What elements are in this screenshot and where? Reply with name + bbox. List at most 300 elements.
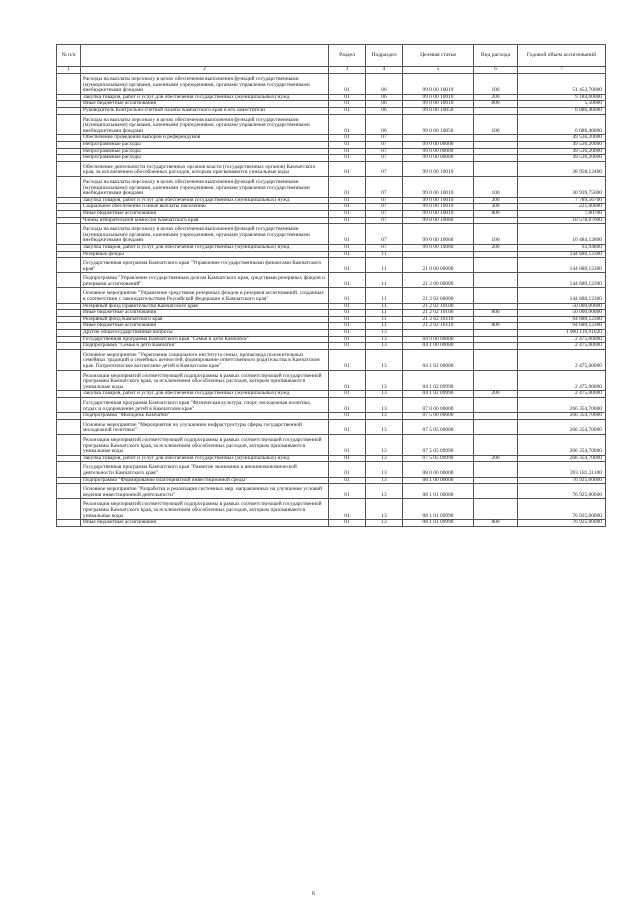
column-number: 3 <box>329 67 366 74</box>
row-podrazdel-cell: 07 <box>366 197 403 204</box>
row-podrazdel-cell: 07 <box>366 217 403 224</box>
row-amount-cell: 2 475,00000 <box>518 370 606 391</box>
table-row <box>57 477 606 484</box>
row-podrazdel-cell: 13 <box>366 499 403 520</box>
row-number-cell <box>57 391 81 398</box>
row-expense-type-cell <box>474 462 518 477</box>
row-expense-type-cell: 100 <box>474 114 518 135</box>
row-podrazdel-cell: 11 <box>366 251 403 258</box>
row-amount-cell: 221,00000 <box>518 204 606 211</box>
row-podrazdel-cell: 07 <box>366 141 403 148</box>
table-row <box>57 251 606 258</box>
row-podrazdel-cell: 07 <box>366 204 403 211</box>
row-razdel-cell: 01 <box>329 419 366 434</box>
row-name-cell: Иные бюджетные ассигнования <box>81 210 329 217</box>
row-name-cell: Резервные фонды <box>81 251 329 258</box>
row-number-cell <box>57 462 81 477</box>
row-razdel-cell: 01 <box>329 251 366 258</box>
row-expense-type-cell: 200 <box>474 391 518 398</box>
row-podrazdel-cell: 11 <box>366 258 403 273</box>
row-razdel-cell: 01 <box>329 217 366 224</box>
row-amount-cell: 38 958,12400 <box>518 161 606 176</box>
column-number: 2 <box>81 67 329 74</box>
row-name-cell: Закупка товаров, работ и услуг для обеспечения государственных (муниципальных) нужд <box>81 391 329 398</box>
row-amount-cell: 5,50000 <box>518 101 606 108</box>
row-name-cell: Подпрограмма "Молодежь Камчатки" <box>81 413 329 420</box>
row-number-cell <box>57 310 81 317</box>
row-podrazdel-cell: 06 <box>366 114 403 135</box>
row-number-cell <box>57 477 81 484</box>
row-amount-cell: 49 536,20000 <box>518 155 606 162</box>
row-name-cell: Расходы на выплаты персоналу в целях обеспечения выполнения функций государственными (муниципальными) органами, казенными учреждениями, органами управления государственными внебюджетными фондами <box>81 74 329 95</box>
table-row <box>57 434 606 455</box>
row-podrazdel-cell: 13 <box>366 343 403 350</box>
row-target-article-cell: 99 0 00 10010 <box>403 176 474 197</box>
row-expense-type-cell: 100 <box>474 74 518 95</box>
table-row <box>57 520 606 527</box>
row-expense-type-cell <box>474 251 518 258</box>
row-podrazdel-cell: 06 <box>366 107 403 114</box>
row-number-cell <box>57 419 81 434</box>
row-razdel-cell: 01 <box>329 349 366 370</box>
row-amount-cell: 266 354,70000 <box>518 455 606 462</box>
row-expense-type-cell <box>474 161 518 176</box>
row-expense-type-cell <box>474 398 518 413</box>
row-razdel-cell: 01 <box>329 323 366 330</box>
row-razdel-cell: 01 <box>329 135 366 142</box>
row-podrazdel-cell: 13 <box>366 419 403 434</box>
row-expense-type-cell: 200 <box>474 455 518 462</box>
table-row <box>57 413 606 420</box>
row-number-cell <box>57 101 81 108</box>
row-target-article-cell: 04 1 02 00000 <box>403 349 474 370</box>
row-target-article-cell <box>403 251 474 258</box>
row-target-article-cell: 99 0 00 00000 <box>403 155 474 162</box>
row-number-cell <box>57 197 81 204</box>
row-expense-type-cell <box>474 135 518 142</box>
table-row <box>57 349 606 370</box>
row-amount-cell: 94 680,12300 <box>518 316 606 323</box>
row-podrazdel-cell: 07 <box>366 148 403 155</box>
row-number-cell <box>57 520 81 527</box>
row-expense-type-cell <box>474 107 518 114</box>
row-name-cell: Члены избирательной комиссии Камчатского края <box>81 217 329 224</box>
row-number-cell <box>57 74 81 95</box>
row-razdel-cell: 01 <box>329 288 366 303</box>
row-expense-type-cell <box>474 336 518 343</box>
row-target-article-cell: 04 1 00 00000 <box>403 343 474 350</box>
row-target-article-cell: 21 0 00 00000 <box>403 258 474 273</box>
row-podrazdel-cell: 11 <box>366 273 403 288</box>
row-amount-cell: 144 680,12300 <box>518 288 606 303</box>
row-podrazdel-cell: 11 <box>366 288 403 303</box>
row-number-cell <box>57 288 81 303</box>
budget-table <box>56 44 606 527</box>
row-razdel-cell: 01 <box>329 499 366 520</box>
table-row <box>57 258 606 273</box>
row-target-article-cell: 04 1 02 09990 <box>403 391 474 398</box>
row-expense-type-cell: 800 <box>474 210 518 217</box>
table-row <box>57 462 606 477</box>
table-row <box>57 107 606 114</box>
row-podrazdel-cell: 07 <box>366 224 403 245</box>
row-number-cell <box>57 398 81 413</box>
row-amount-cell: 266 354,70000 <box>518 413 606 420</box>
header-target-article: Целевая статья <box>403 45 474 67</box>
table-row <box>57 343 606 350</box>
row-expense-type-cell: 800 <box>474 101 518 108</box>
row-expense-type-cell <box>474 330 518 337</box>
table-row <box>57 155 606 162</box>
row-podrazdel-cell: 06 <box>366 74 403 95</box>
row-target-article-cell: 07 5 05 00000 <box>403 419 474 434</box>
row-amount-cell: 30 939,75000 <box>518 176 606 197</box>
row-razdel-cell: 01 <box>329 484 366 499</box>
row-podrazdel-cell: 13 <box>366 455 403 462</box>
row-amount-cell: 93,94800 <box>518 244 606 251</box>
row-podrazdel-cell: 11 <box>366 316 403 323</box>
row-razdel-cell: 01 <box>329 316 366 323</box>
row-name-cell: Непрограммные расходы <box>81 141 329 148</box>
table-row <box>57 455 606 462</box>
row-podrazdel-cell: 07 <box>366 161 403 176</box>
row-target-article-cell: 21 2 02 10110 <box>403 316 474 323</box>
row-number-cell <box>57 343 81 350</box>
row-target-article-cell: 07 0 00 00000 <box>403 398 474 413</box>
row-amount-cell: 51 452,70000 <box>518 74 606 95</box>
row-podrazdel-cell: 13 <box>366 434 403 455</box>
row-razdel-cell: 01 <box>329 107 366 114</box>
row-podrazdel-cell: 07 <box>366 176 403 197</box>
row-amount-cell: 7,80700 <box>518 210 606 217</box>
row-razdel-cell: 01 <box>329 197 366 204</box>
row-razdel-cell: 01 <box>329 176 366 197</box>
row-razdel-cell: 01 <box>329 141 366 148</box>
row-amount-cell: 266 354,70000 <box>518 419 606 434</box>
row-number-cell <box>57 114 81 135</box>
row-target-article-cell: 99 0 00 10010 <box>403 101 474 108</box>
row-target-article-cell: 21 2 02 10100 <box>403 310 474 317</box>
row-target-article-cell: 21 2 02 10110 <box>403 323 474 330</box>
row-expense-type-cell <box>474 370 518 391</box>
row-amount-cell: 144 680,12300 <box>518 273 606 288</box>
row-name-cell: Другие общегосударственные вопросы <box>81 330 329 337</box>
row-amount-cell: 50 000,00000 <box>518 310 606 317</box>
header-podrazdel: Подраздел <box>366 45 403 67</box>
row-number-cell <box>57 161 81 176</box>
row-razdel-cell: 01 <box>329 101 366 108</box>
row-amount-cell: 266 354,70000 <box>518 398 606 413</box>
row-number-cell <box>57 499 81 520</box>
row-expense-type-cell: 800 <box>474 323 518 330</box>
row-podrazdel-cell: 07 <box>366 155 403 162</box>
column-numbers-row <box>57 67 606 74</box>
row-expense-type-cell <box>474 288 518 303</box>
row-name-cell: Обеспечение деятельности государственных органов власти (государственных органов) Камчатского края, за исключением обособленных расходов, которым присваиваются уникальные коды <box>81 161 329 176</box>
row-number-cell <box>57 484 81 499</box>
row-number-cell <box>57 251 81 258</box>
row-name-cell: Расходы на выплаты персоналу в целях обеспечения выполнения функций государственными (муниципальными) органами, казенными учреждениями, органами управления государственными внебюджетными фондами <box>81 176 329 197</box>
row-number-cell <box>57 434 81 455</box>
row-target-article-cell: 99 0 00 10010 <box>403 74 474 95</box>
table-row <box>57 391 606 398</box>
row-expense-type-cell: 200 <box>474 244 518 251</box>
row-name-cell: Государственная программа Камчатского края "Физическая культура, спорт, молодежная политика, отдых и оздоровление детей в Камчатском крае" <box>81 398 329 413</box>
row-amount-cell: 2 475,00000 <box>518 391 606 398</box>
row-name-cell: Основное мероприятие "Разработка и реализация системных мер, направленных на улучшение условий ведения инвестиционной деятельности" <box>81 484 329 499</box>
row-amount-cell: 76 925,00000 <box>518 484 606 499</box>
row-amount-cell: 1 900 116,91620 <box>518 330 606 337</box>
row-razdel-cell: 01 <box>329 330 366 337</box>
row-expense-type-cell <box>474 349 518 370</box>
row-expense-type-cell: 800 <box>474 310 518 317</box>
row-expense-type-cell <box>474 413 518 420</box>
row-expense-type-cell <box>474 217 518 224</box>
row-amount-cell: 49 536,20000 <box>518 141 606 148</box>
row-name-cell: Закупка товаров, работ и услуг для обеспечения государственных (муниципальных) нужд <box>81 455 329 462</box>
row-razdel-cell: 01 <box>329 391 366 398</box>
row-amount-cell: 144 680,12300 <box>518 251 606 258</box>
row-target-article-cell: 04 1 02 09990 <box>403 370 474 391</box>
row-podrazdel-cell: 13 <box>366 370 403 391</box>
row-expense-type-cell <box>474 148 518 155</box>
row-name-cell: Резервный фонд Правительства Камчатского края <box>81 303 329 310</box>
row-number-cell <box>57 323 81 330</box>
row-target-article-cell: 99 0 00 10050 <box>403 114 474 135</box>
table-row <box>57 74 606 95</box>
row-razdel-cell: 01 <box>329 477 366 484</box>
row-target-article-cell: 99 0 00 10010 <box>403 204 474 211</box>
row-target-article-cell: 07 5 05 09990 <box>403 434 474 455</box>
row-amount-cell: 76 925,00000 <box>518 499 606 520</box>
row-razdel-cell: 01 <box>329 273 366 288</box>
row-razdel-cell: 01 <box>329 310 366 317</box>
row-podrazdel-cell: 13 <box>366 349 403 370</box>
row-amount-cell: 76 925,00000 <box>518 477 606 484</box>
row-name-cell: Непрограммные расходы <box>81 148 329 155</box>
row-name-cell: Государственная программа Камчатского края "Развитие экономики и внешнеэкономической деятельности Камчатского края" <box>81 462 329 477</box>
row-expense-type-cell <box>474 419 518 434</box>
row-number-cell <box>57 349 81 370</box>
row-number-cell <box>57 316 81 323</box>
column-number: 6 <box>474 67 518 74</box>
row-target-article-cell: 08 1 00 00000 <box>403 477 474 484</box>
header-annual-amount: Годовой объем ассигнований <box>518 45 606 67</box>
column-number: 5 <box>403 67 474 74</box>
row-number-cell <box>57 258 81 273</box>
row-amount-cell: 6 086,40000 <box>518 114 606 135</box>
row-razdel-cell: 01 <box>329 155 366 162</box>
row-name-cell: Подпрограмма "Семья и дети Камчатки" <box>81 343 329 350</box>
row-number-cell <box>57 303 81 310</box>
table-row <box>57 288 606 303</box>
row-target-article-cell: 99 0 00 10010 <box>403 94 474 101</box>
row-target-article-cell: 08 1 01 09990 <box>403 520 474 527</box>
row-target-article-cell: 08 1 01 00000 <box>403 484 474 499</box>
row-target-article-cell: 99 0 00 00000 <box>403 141 474 148</box>
row-expense-type-cell <box>474 434 518 455</box>
row-amount-cell: 9 184,00000 <box>518 94 606 101</box>
row-target-article-cell: 21 2 02 00000 <box>403 288 474 303</box>
row-number-cell <box>57 135 81 142</box>
row-name-cell: Государственная программа Камчатского края "Управление государственными финансами Камчатского края" <box>81 258 329 273</box>
row-podrazdel-cell: 13 <box>366 462 403 477</box>
row-name-cell: Закупка товаров, работ и услуг для обеспечения государственных (муниципальных) нужд <box>81 197 329 204</box>
table-row <box>57 499 606 520</box>
row-podrazdel-cell: 11 <box>366 323 403 330</box>
row-number-cell <box>57 224 81 245</box>
row-name-cell: Основное мероприятие "Управление средствами резервных фондов и резервов ассигнований, созданных в соответствии с законодательством Российской Федерации и Камчатского края" <box>81 288 329 303</box>
row-target-article-cell: 21 2 02 10100 <box>403 303 474 310</box>
table-row <box>57 114 606 135</box>
row-podrazdel-cell: 13 <box>366 484 403 499</box>
row-podrazdel-cell: 11 <box>366 310 403 317</box>
row-podrazdel-cell: 13 <box>366 520 403 527</box>
header-name <box>81 45 329 67</box>
table-row <box>57 217 606 224</box>
row-podrazdel-cell: 13 <box>366 398 403 413</box>
row-expense-type-cell: 800 <box>474 520 518 527</box>
row-expense-type-cell: 100 <box>474 224 518 245</box>
row-number-cell <box>57 141 81 148</box>
row-amount-cell: 49 536,20000 <box>518 135 606 142</box>
table-row <box>57 224 606 245</box>
row-number-cell <box>57 455 81 462</box>
row-amount-cell: 50 000,00000 <box>518 303 606 310</box>
row-razdel-cell: 01 <box>329 303 366 310</box>
row-amount-cell: 10 578,07600 <box>518 217 606 224</box>
row-razdel-cell: 01 <box>329 462 366 477</box>
row-name-cell: Иные бюджетные ассигнования <box>81 520 329 527</box>
row-name-cell: Подпрограмма "Управление государственным долгом Камчатского края, средствами резервных фондов и резервами ассигнований" <box>81 273 329 288</box>
row-razdel-cell: 01 <box>329 336 366 343</box>
table-body <box>57 67 606 527</box>
row-expense-type-cell: 300 <box>474 204 518 211</box>
row-expense-type-cell <box>474 155 518 162</box>
row-number-cell <box>57 273 81 288</box>
row-number-cell <box>57 217 81 224</box>
row-amount-cell: 76 925,00000 <box>518 520 606 527</box>
row-razdel-cell: 01 <box>329 343 366 350</box>
column-number: 1 <box>57 67 81 74</box>
row-name-cell: Обеспечение проведения выборов и референдумов <box>81 135 329 142</box>
row-razdel-cell: 01 <box>329 204 366 211</box>
row-name-cell: Реализация мероприятий соответствующей подпрограммы в рамках соответствующей государственной программы Камчатского края, за исключением обособленных расходов, которым присваиваются уникальные коды <box>81 370 329 391</box>
row-razdel-cell: 01 <box>329 74 366 95</box>
row-name-cell: Иные бюджетные ассигнования <box>81 310 329 317</box>
row-name-cell: Руководитель Контрольно-счетной палаты Камчатского края и его заместители <box>81 107 329 114</box>
row-amount-cell: 2 475,00000 <box>518 336 606 343</box>
row-target-article-cell: 08 0 00 00000 <box>403 462 474 477</box>
header-razdel: Раздел <box>329 45 366 67</box>
row-podrazdel-cell: 07 <box>366 210 403 217</box>
column-number: 4 <box>366 67 403 74</box>
row-target-article-cell: 07 5 00 00000 <box>403 413 474 420</box>
row-podrazdel-cell: 06 <box>366 101 403 108</box>
row-amount-cell: 266 354,70000 <box>518 434 606 455</box>
row-razdel-cell: 01 <box>329 455 366 462</box>
row-name-cell: Государственная программа Камчатского края "Семья и дети Камчатки" <box>81 336 329 343</box>
row-razdel-cell: 01 <box>329 434 366 455</box>
row-number-cell <box>57 94 81 101</box>
row-name-cell: Иные бюджетные ассигнования <box>81 323 329 330</box>
row-amount-cell: 2 475,00000 <box>518 343 606 350</box>
table-row <box>57 419 606 434</box>
row-podrazdel-cell: 11 <box>366 303 403 310</box>
row-amount-cell: 49 536,20000 <box>518 148 606 155</box>
row-target-article-cell: 99 0 00 10010 <box>403 161 474 176</box>
row-amount-cell: 10 484,12800 <box>518 224 606 245</box>
row-number-cell <box>57 210 81 217</box>
row-amount-cell: 144 680,12300 <box>518 258 606 273</box>
row-amount-cell: 393 181,31100 <box>518 462 606 477</box>
header-expense-type: Вид расхода <box>474 45 518 67</box>
row-expense-type-cell: 200 <box>474 94 518 101</box>
row-target-article-cell: 21 2 00 00000 <box>403 273 474 288</box>
row-target-article-cell: 99 0 00 00000 <box>403 148 474 155</box>
row-podrazdel-cell: 13 <box>366 413 403 420</box>
row-expense-type-cell <box>474 141 518 148</box>
row-target-article-cell: 04 0 00 00000 <box>403 336 474 343</box>
row-expense-type-cell <box>474 343 518 350</box>
row-name-cell: Социальное обеспечение и иные выплаты населению <box>81 204 329 211</box>
row-podrazdel-cell: 13 <box>366 330 403 337</box>
row-razdel-cell: 01 <box>329 114 366 135</box>
table-row <box>57 176 606 197</box>
row-name-cell: Реализация мероприятий соответствующей подпрограммы в рамках соответствующей государственной программы Камчатского края, за исключением обособленных расходов, которым присваиваются уникальные коды <box>81 499 329 520</box>
row-razdel-cell: 01 <box>329 398 366 413</box>
row-podrazdel-cell: 13 <box>366 391 403 398</box>
row-amount-cell: 7 789,56700 <box>518 197 606 204</box>
row-expense-type-cell <box>474 484 518 499</box>
header-number: № п/п <box>57 45 81 67</box>
row-expense-type-cell <box>474 477 518 484</box>
row-name-cell: Подпрограмма "Формирование благоприятной инвестиционной среды" <box>81 477 329 484</box>
row-target-article-cell: 99 0 00 10060 <box>403 244 474 251</box>
row-podrazdel-cell: 06 <box>366 94 403 101</box>
page-number: 6 <box>312 891 315 897</box>
row-target-article-cell: 08 1 01 09990 <box>403 499 474 520</box>
row-razdel-cell: 01 <box>329 148 366 155</box>
row-razdel-cell: 01 <box>329 520 366 527</box>
table-row <box>57 273 606 288</box>
row-number-cell <box>57 155 81 162</box>
row-expense-type-cell: 100 <box>474 176 518 197</box>
row-amount-cell: 2 475,00000 <box>518 349 606 370</box>
row-expense-type-cell <box>474 273 518 288</box>
row-razdel-cell: 01 <box>329 210 366 217</box>
row-number-cell <box>57 330 81 337</box>
column-number: 7 <box>518 67 606 74</box>
row-target-article-cell: 99 0 00 10060 <box>403 217 474 224</box>
row-podrazdel-cell: 13 <box>366 477 403 484</box>
row-expense-type-cell <box>474 258 518 273</box>
row-razdel-cell: 01 <box>329 161 366 176</box>
row-number-cell <box>57 244 81 251</box>
row-name-cell: Непрограммные расходы <box>81 155 329 162</box>
row-expense-type-cell <box>474 499 518 520</box>
row-name-cell: Резервный фонд Камчатского края <box>81 316 329 323</box>
row-amount-cell: 6 086,40000 <box>518 107 606 114</box>
row-razdel-cell: 01 <box>329 224 366 245</box>
row-number-cell <box>57 370 81 391</box>
row-target-article-cell: 07 5 05 09990 <box>403 455 474 462</box>
table-row <box>57 484 606 499</box>
row-name-cell: Расходы на выплаты персоналу в целях обеспечения выполнения функций государственными (муниципальными) органами, казенными учреждениями, органами управления государственными внебюджетными фондами <box>81 224 329 245</box>
row-name-cell: Закупка товаров, работ и услуг для обеспечения государственных (муниципальных) нужд <box>81 94 329 101</box>
row-podrazdel-cell: 07 <box>366 244 403 251</box>
row-name-cell: Основное мероприятие "Укрепление социального института семьи, пропаганда положительных семейных традиций и семейных ценностей, формирование ответственного родительства в Камчатском крае. Патриотическое воспитание детей в Камчатском крае" <box>81 349 329 370</box>
